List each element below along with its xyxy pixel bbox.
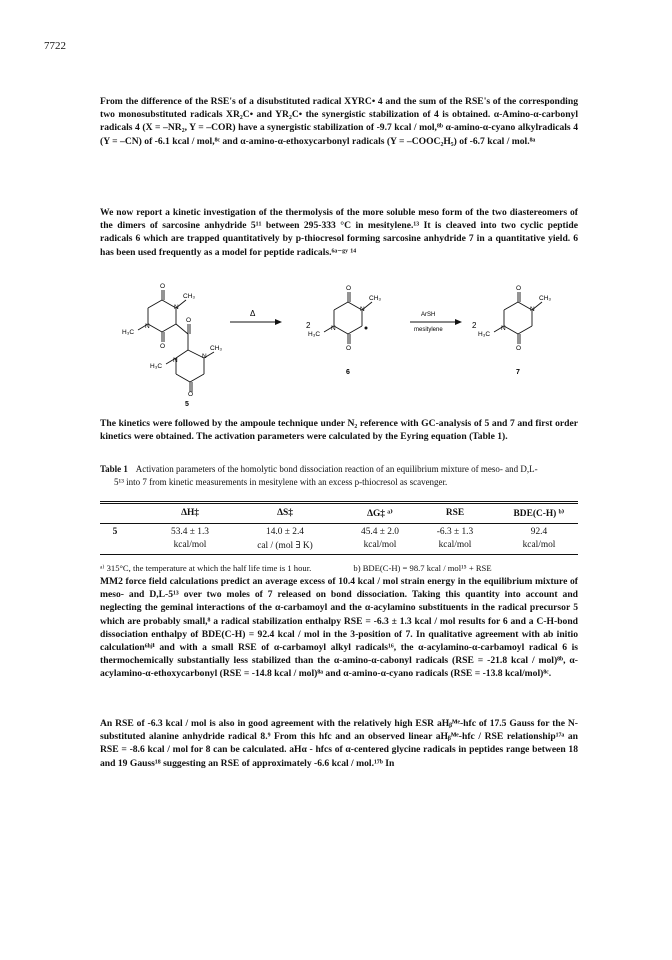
atom-label: O xyxy=(346,345,352,352)
paragraph-esr: An RSE of -6.3 kcal / mol is also in good agreement with the relatively high ESR aHᵦᴹᵉ-hfc of 17.5 Gauss for the N-substituted alanine anhydride radical 8.⁹ From this hfc and an observed linear aHᵦᴹᵉ-hfc / RSE relationship¹⁷ᵃ an RSE = -8.6 kcal / mol for 8 can be calculated. aHα - hfcs of α-centered glycine radicals in peptides range between 18 and 19 Gauss¹⁸ suggesting an RSE of approximately -6.6 kcal / mol.¹⁷ᵇ In xyxy=(100,718,578,769)
atom-label: CH₃ xyxy=(539,295,552,302)
atom-label: N xyxy=(173,357,178,364)
header-bde: BDE(C-H) ᵇ⁾ xyxy=(513,509,565,519)
table-label: Table 1 xyxy=(100,464,128,474)
table-caption xyxy=(100,463,578,488)
atom-label: N xyxy=(145,323,150,330)
row-label: 5 xyxy=(112,527,118,537)
atom-label: O xyxy=(160,343,166,350)
atom-label: N xyxy=(174,304,179,311)
atom-label: N xyxy=(360,306,365,313)
coefficient: 2 xyxy=(472,321,477,330)
atom-label: H₃C xyxy=(122,329,135,336)
compound-label-5: 5 xyxy=(185,401,189,408)
page-number: 7722 xyxy=(44,40,66,52)
table-footnote-a: ᵃ⁾ 315°C, the temperature at which the half life time is 1 hour. xyxy=(100,563,312,573)
table-unit: cal / (mol ∃ K) xyxy=(257,541,313,551)
atom-label: CH₃ xyxy=(183,293,196,300)
atom-label: O xyxy=(186,317,192,324)
atom-label: N xyxy=(202,353,207,360)
header-rse: RSE xyxy=(445,508,465,518)
table-caption-line2: 5¹³ into 7 from kinetic measurements in mesitylene with an excess p-thiocresol as scavenger. xyxy=(114,476,448,487)
table-cell: 45.4 ± 2.0 xyxy=(361,527,399,537)
table-footnote-b: b) BDE(C-H) = 98.7 kcal / mol¹⁵ + RSE xyxy=(353,563,492,573)
header-ds: ΔS‡ xyxy=(277,508,293,518)
atom-label: O xyxy=(516,345,522,352)
atom-label: N xyxy=(501,325,506,332)
table-caption-line1: Activation parameters of the homolytic bond dissociation reaction of an equilibrium mixture of meso- and D,L- xyxy=(135,464,538,474)
arrow-heat-label: Δ xyxy=(250,309,256,318)
compound-label-6: 6 xyxy=(346,369,350,376)
atom-label: H₃C xyxy=(150,363,163,370)
paragraph-mm2-calculations: MM2 force field calculations predict an average excess of 10.4 kcal / mol strain energy in the equilibrium mixture of meso- and D,L-5¹³ over two moles of 7 released on bond dissociation. Taking this quantity into account and neglecting the geminal interactions of the α-carbamoyl and the α-acylamino substituents in the radical precursor 5 which are probably small,⁸ a radical stabilization enthalpy RSE = -6.3 ± 1.3 kcal / mol results for 6 and a C-H-bond dissociation enthalpy of BDE(C-H) = 92.4 kcal / mol in the 3-position of 7. In qualitative agreement with ab initio calculation⁶ʰʲⁱ and with a small RSE of α-carbamoyl alkyl radicals¹⁶, the α-acylamino-α-carbamoyl radical 6 is thermochemically substantially less stabilized than the α-amino-α-cabonyl radicals (RSE = -21.8 kcal / mol)⁸ᵇ, α-acylamino-α-ethoxycarbonyl (RSE = -14.8 kcal / mol)⁸ᵃ and α-amino-α-cyano radicals (RSE = -13.8 kcal/mol)⁸ᶜ. xyxy=(100,576,578,680)
atom-label: H₃C xyxy=(478,331,491,338)
header-dh: ΔH‡ xyxy=(181,508,199,518)
atom-label: CH₃ xyxy=(369,295,382,302)
compound-label-7: 7 xyxy=(516,369,520,376)
atom-label: CH₃ xyxy=(210,345,223,352)
atom-label: O xyxy=(516,285,522,292)
arrow-reagent-label: ArSH xyxy=(421,312,436,318)
atom-label: N xyxy=(530,306,535,313)
paragraph-synergistic-stabilization: From the difference of the RSE's of a disubstituted radical XYRC• 4 and the sum of the RSE's of the corresponding two monosubstituted radicals XR₂C• and YR₂C• the synergistic stabilization of 4 is obtained. α-Amino-α-carbonyl radicals 4 (X = –NR₂, Y = –COR) have a synergistic stabilization of -9.7 kcal / mol,⁸ᵇ α-amino-α-cyano alkylradicals 4 (Y = –CN) of -6.1 kcal / mol,⁸ᶜ and α-amino-α-ethoxycarbonyl radicals (Y = –COOC₂H₅) of -6.7 kcal / mol.⁸ᵃ xyxy=(100,96,578,147)
coefficient: 2 xyxy=(306,321,311,330)
paragraph-kinetics: The kinetics were followed by the ampoule technique under N₂ reference with GC-analysis of 5 and 7 and first order kinetics were obtained. The activation parameters were calculated by the Eyring equation (Table 1). xyxy=(100,418,578,443)
table-cell: 53.4 ± 1.3 xyxy=(171,527,209,537)
paragraph-kinetic-investigation: We now report a kinetic investigation of the thermolysis of the more soluble meso form of the two diastereomers of the dimers of sarcosine anhydride 5¹¹ between 295-333 °C in mesitylene.¹³ It is cleaved into two cyclic peptide radicals 6 which are trapped quantitatively by p-thiocresol forming sarcosine anhydride 7 in a quantitative yield. 6 has been used frequently as a model for peptide radicals.⁶ᵃ⁻ᵍʸ ¹⁴ xyxy=(100,207,578,258)
arrow-solvent-label: mesitylene xyxy=(414,327,443,333)
header-dg: ΔG‡ ᵃ⁾ xyxy=(367,509,393,519)
table-cell: 92.4 xyxy=(530,527,548,537)
atom-label: O xyxy=(160,283,166,290)
atom-label: O xyxy=(346,285,352,292)
table-footnotes xyxy=(100,563,578,574)
table-cell: 14.0 ± 2.4 xyxy=(266,527,304,537)
table-unit: kcal/mol xyxy=(438,540,472,550)
atom-label: H₃C xyxy=(308,331,321,338)
table-cell: -6.3 ± 1.3 xyxy=(436,527,474,537)
table-unit: kcal/mol xyxy=(173,540,207,550)
reaction-scheme xyxy=(110,278,580,408)
table-unit: kcal/mol xyxy=(522,540,556,550)
atom-label: N xyxy=(331,325,336,332)
table-unit: kcal/mol xyxy=(363,540,397,550)
atom-label: O xyxy=(188,391,194,398)
